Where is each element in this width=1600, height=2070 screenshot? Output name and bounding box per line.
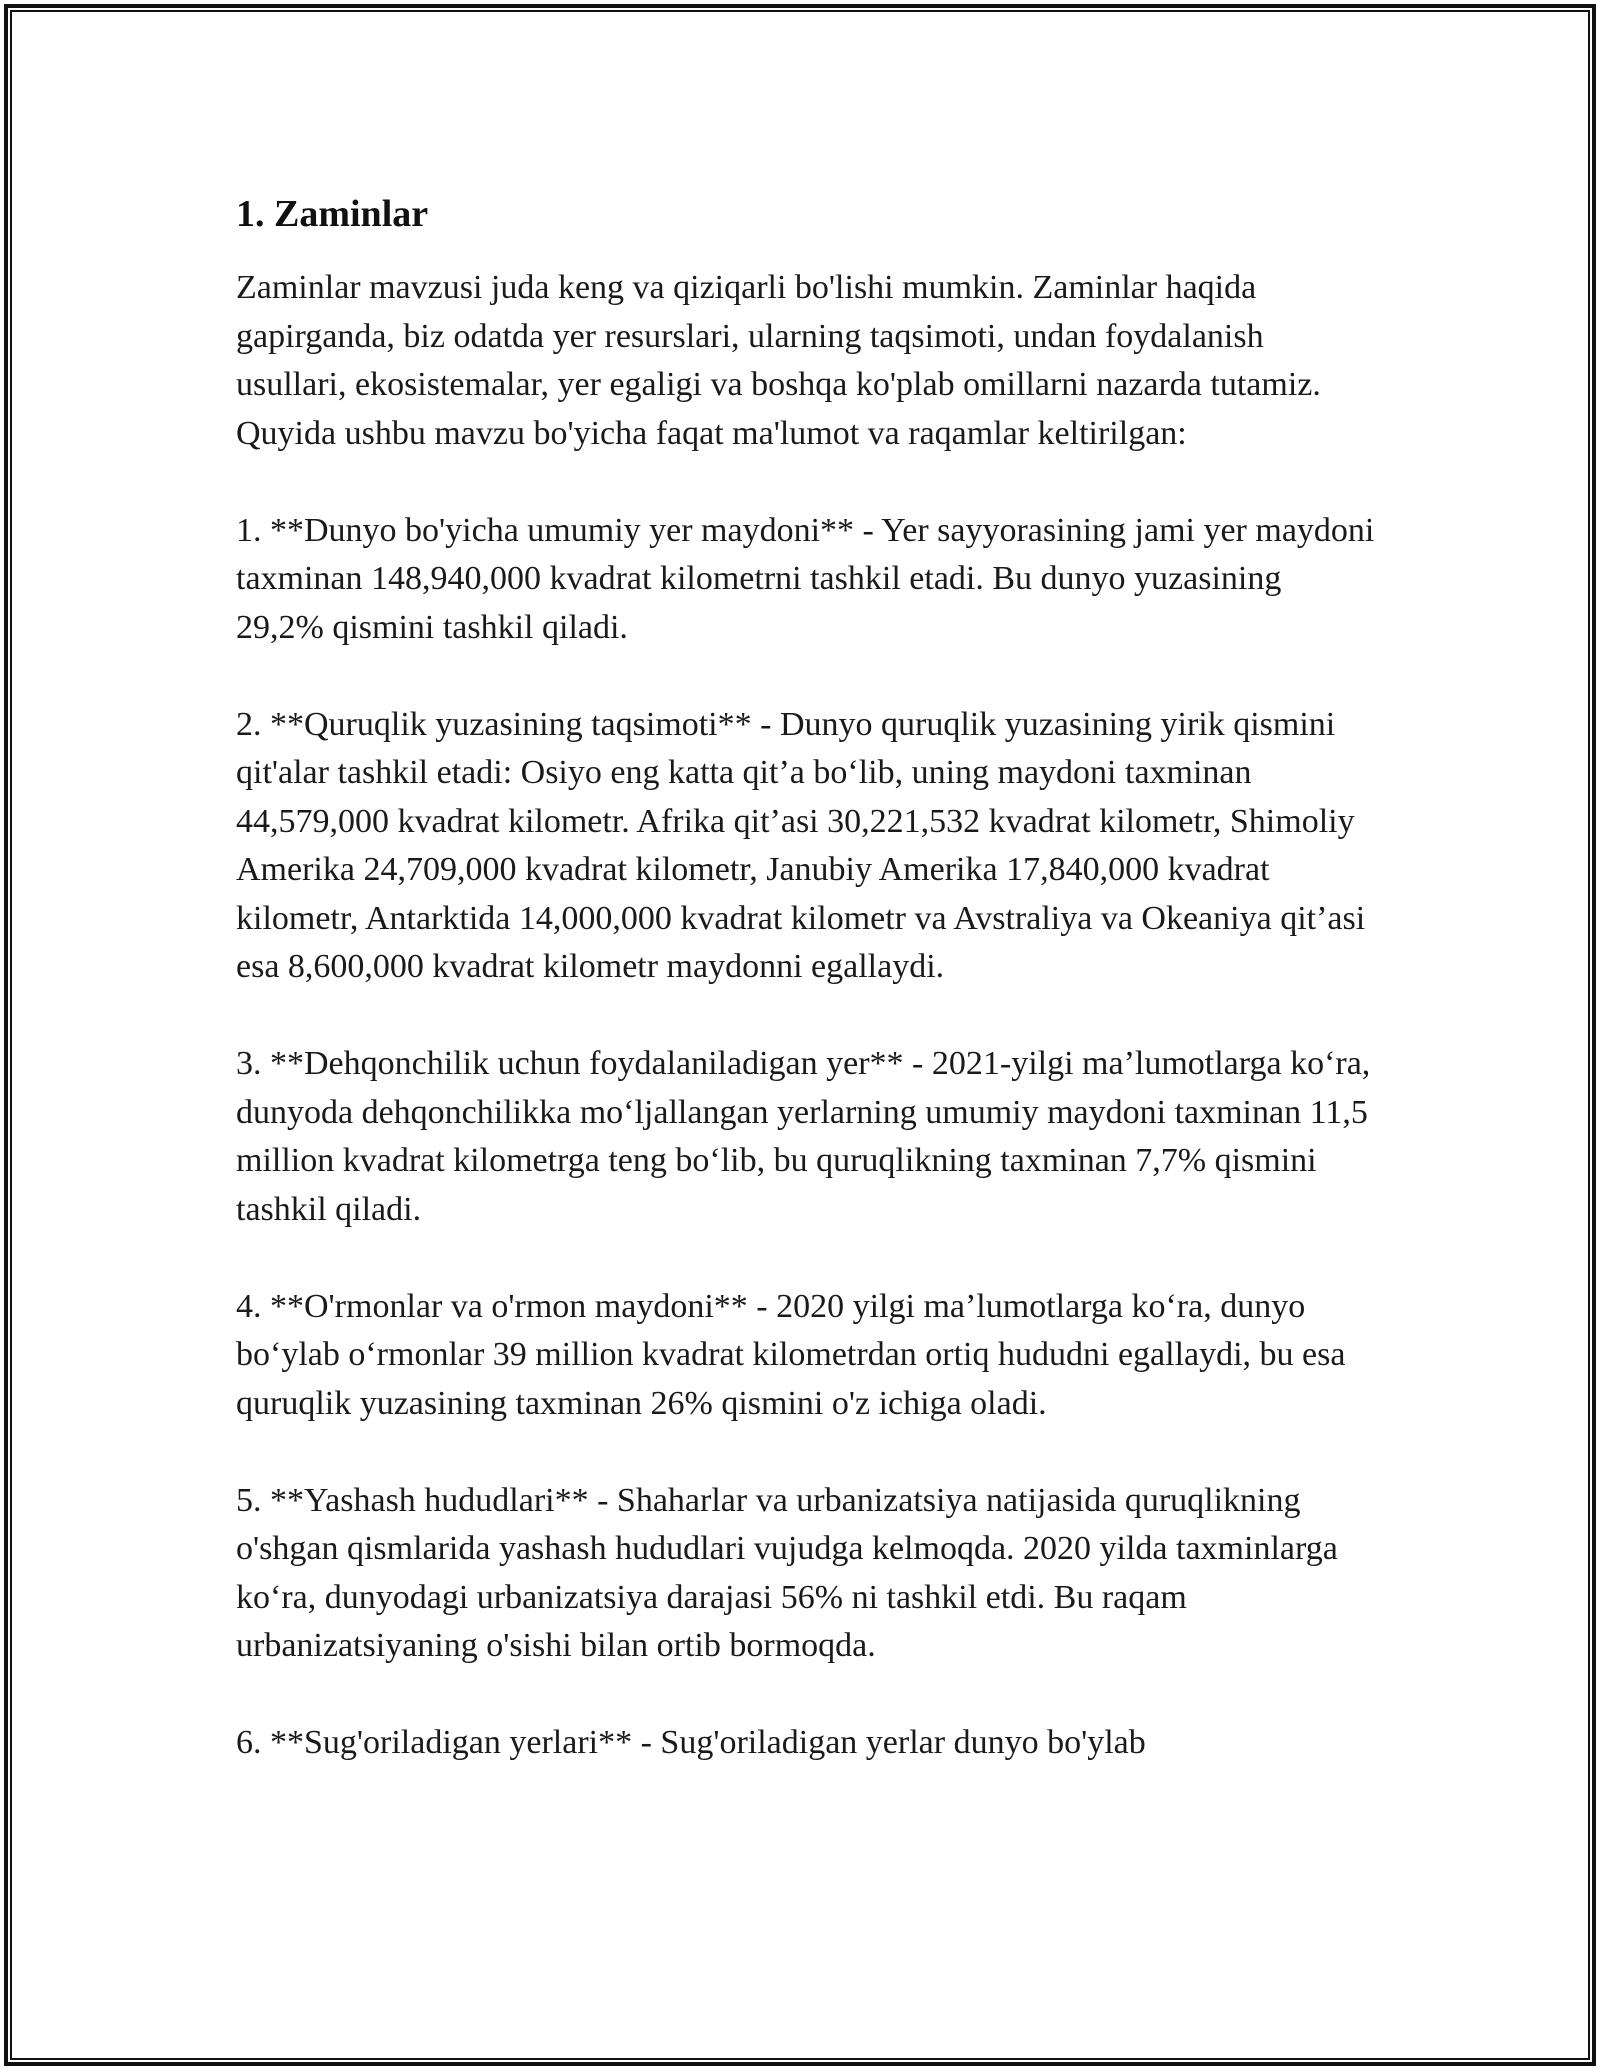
item-residential-areas: 5. **Yashash hududlari** - Shaharlar va urbanizatsiya natijasida quruqlikning o'shgan qismlarida yashash hududlari vujudga kelmoqda. 2020 yilda taxminlarga ko‘ra, dunyodagi urbanizatsiya darajasi 56% ni tashkil etdi. Bu raqam urbanizatsiyaning o'sishi bilan ortib bormoqda. bbox=[236, 1481, 1338, 1664]
section-heading: 1. Zaminlar bbox=[236, 193, 429, 235]
item-total-land-area: 1. **Dunyo bo'yicha umumiy yer maydoni** - Yer sayyorasining jami yer maydoni taxminan 148,940,000 kvadrat kilometrni tashkil etadi. Bu dunyo yuzasining 29,2% qismini tashkil qiladi. bbox=[236, 511, 1375, 646]
item-forest-area: 4. **O'rmonlar va o'rmon maydoni** - 2020 yilgi ma’lumotlarga ko‘ra, dunyo bo‘ylab o‘rmonlar 39 million kvadrat kilometrdan ortiq hududni egallaydi, bu esa quruqlik yuzasining taxminan 26% qismini o'z ichiga oladi. bbox=[236, 1287, 1346, 1422]
document-body bbox=[236, 186, 1376, 1768]
intro-paragraph: Zaminlar mavzusi juda keng va qiziqarli bo'lishi mumkin. Zaminlar haqida gapirganda, biz odatda yer resurslari, ularning taqsimoti, undan foydalanish usullari, ekosistemalar, yer egaligi va boshqa ko'plab omillarni nazarda tutamiz. Quyida ushbu mavzu bo'yicha faqat ma'lumot va raqamlar keltirilgan: bbox=[236, 269, 1321, 452]
item-land-distribution: 2. **Quruqlik yuzasining taqsimoti** - Dunyo quruqlik yuzasining yirik qismini qit'alar tashkil etadi: Osiyo eng katta qit’a bo‘lib, uning maydoni taxminan 44,579,000 kvadrat kilometr. Afrika qit’asi 30,221,532 kvadrat kilometr, Shimoliy Amerika 24,709,000 kvadrat kilometr, Janubiy Amerika 17,840,000 kvadrat kilometr, Antarktida 14,000,000 kvadrat kilometr va Avstraliya va Okeaniya qit’asi esa 8,600,000 kvadrat kilometr maydonni egallaydi. bbox=[236, 705, 1366, 985]
item-irrigated-land: 6. **Sug'oriladigan yerlari** - Sug'oriladigan yerlar dunyo bo'ylab bbox=[236, 1724, 1146, 1761]
item-agricultural-land: 3. **Dehqonchilik uchun foydalaniladigan yer** - 2021-yilgi ma’lumotlarga ko‘ra, dunyoda dehqonchilikka mo‘ljallangan yerlarning umumiy maydoni taxminan 11,5 million kvadrat kilometrga teng bo‘lib, bu quruqlikning taxminan 7,7% qismini tashkil qiladi. bbox=[236, 1045, 1371, 1228]
